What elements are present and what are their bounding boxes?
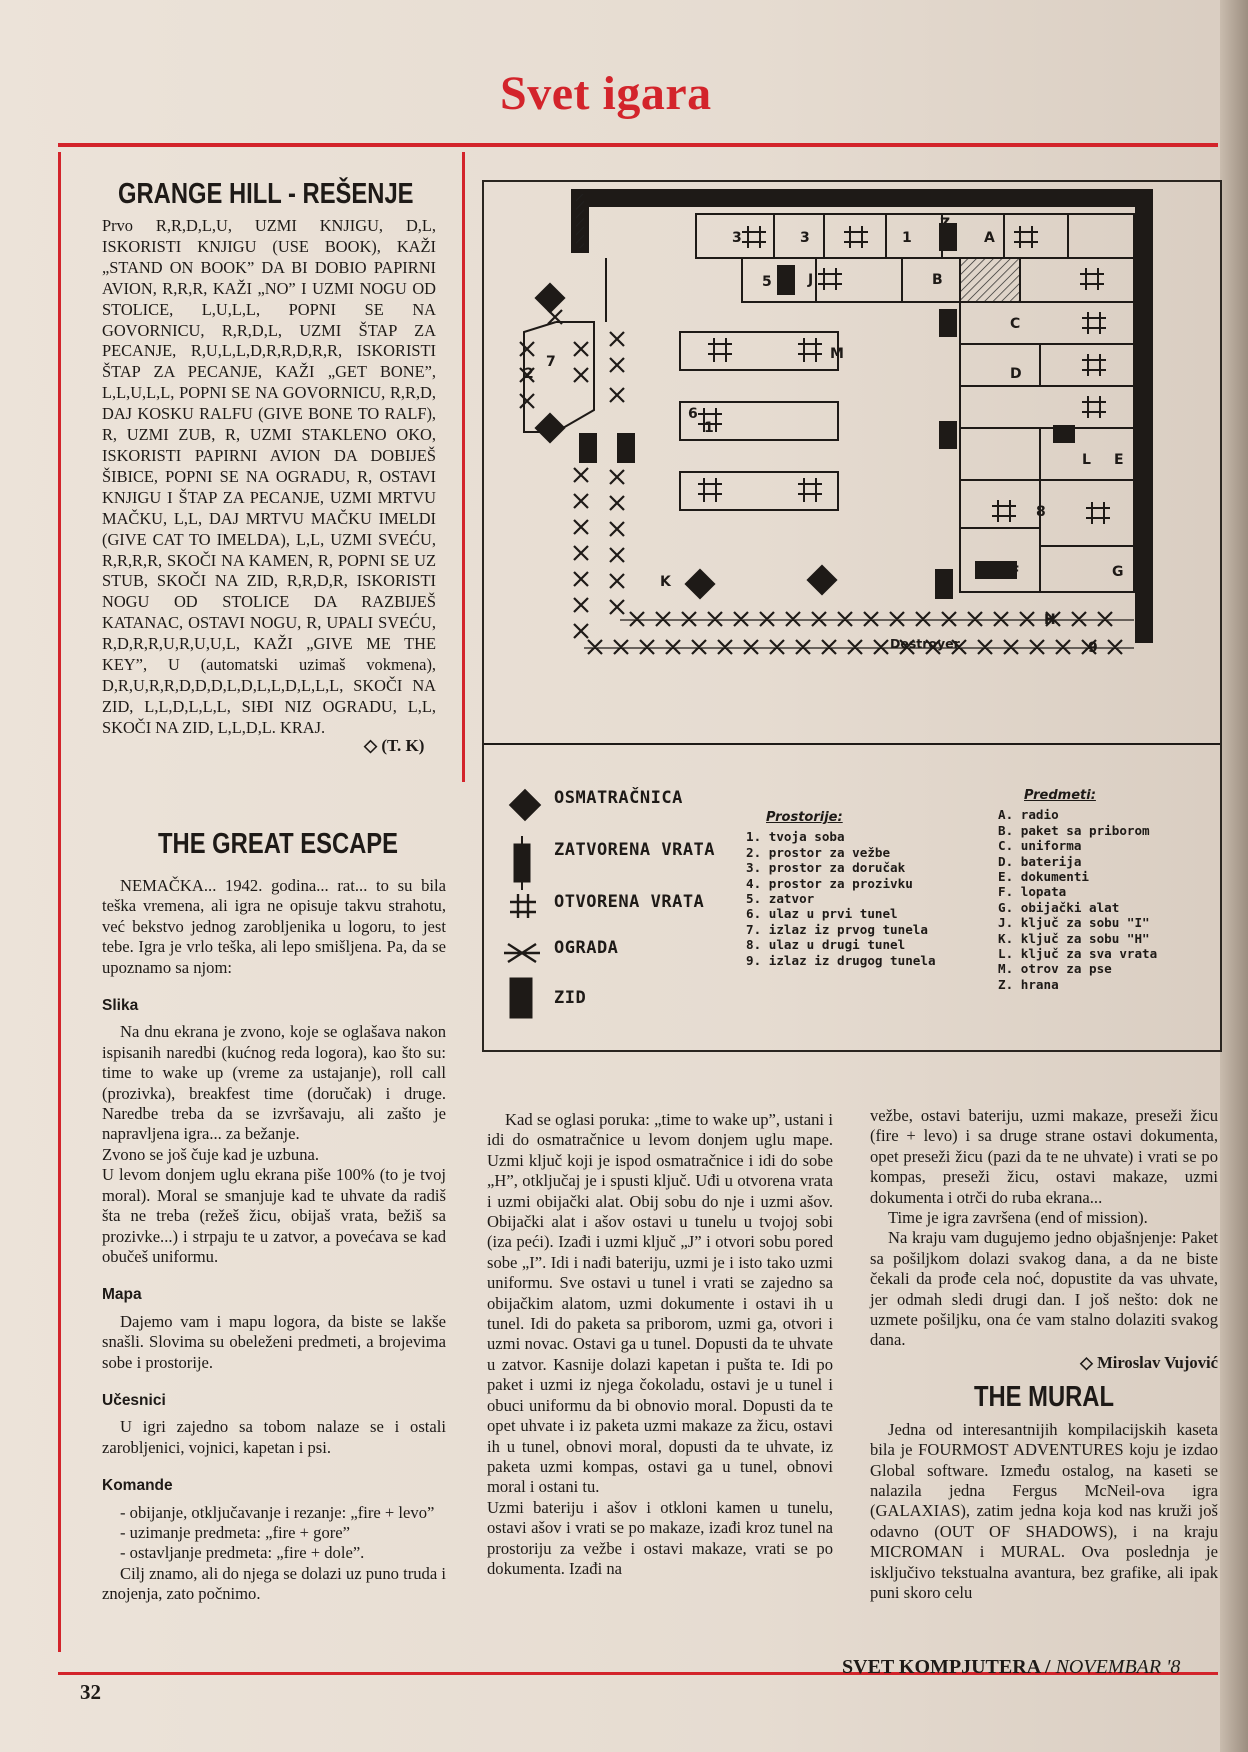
walkthrough-paragraph-3: vežbe, ostavi bateriju, uzmi makaze, preseži žicu (fire + levo) i sa druge strane ostavi dokumenta, opet preseži žicu (pazi da te ne uhvate) i vrati se po kompas, preseži žicu, ostavi makaze, uzmi dokumenta i otrči do ruba ekrana... bbox=[870, 1106, 1218, 1207]
komande-line-3: - ostavljanje predmeta: „fire + dole”. bbox=[120, 1543, 365, 1563]
item-entry: Z. hrana bbox=[998, 976, 1059, 992]
mapa-paragraph: Dajemo vam i mapu logora, da biste se lakše snašli. Slovima su obeleženi predmeti, a brojevima sobe i prostorije. bbox=[102, 1311, 446, 1372]
room-item: 9. izlaz iz drugog tunela bbox=[746, 952, 936, 968]
room-item: 3. prostor za doručak bbox=[746, 860, 906, 876]
closed-door bbox=[936, 570, 952, 598]
grange-hill-title: GRANGE HILL - REŠENJE bbox=[118, 178, 414, 210]
item-entry: K. ključ za sobu "H" bbox=[998, 930, 1150, 946]
room-label: E bbox=[1114, 452, 1124, 468]
room-label: 5 bbox=[762, 274, 772, 290]
rooms-list bbox=[746, 810, 936, 968]
room-label: 3 bbox=[800, 230, 810, 246]
legend-fence: OGRADA bbox=[554, 938, 619, 958]
item-entry: D. baterija bbox=[998, 853, 1082, 869]
room-label: L bbox=[1082, 452, 1091, 468]
legend-closed-door: ZATVORENA VRATA bbox=[554, 840, 716, 860]
destroyer-label: Destroyer bbox=[890, 636, 960, 651]
room-label: 6 bbox=[688, 406, 698, 422]
room-label: M bbox=[830, 346, 844, 362]
slika-paragraph-2: Zvono se još čuje kad je uzbuna. bbox=[102, 1144, 320, 1164]
items-list bbox=[998, 788, 1157, 992]
intro-paragraph: NEMAČKA... 1942. godina... rat... to su bila teška vremena, ali igra ne opisuje takvu strahotu, već bekstvo jednog zarobljenika u logoru, to jest tebe. Igra je vrlo teška, ali lepo smišljena. Pa, da se upoznamo sa njom: bbox=[102, 876, 446, 977]
room-item: 2. prostor za vežbe bbox=[746, 844, 891, 860]
ucesnici-paragraph: U igri zajedno sa tobom nalaze se i ostali zarobljenici, vojnici, kapetan i psi. bbox=[102, 1417, 446, 1457]
item-entry: F. lopata bbox=[998, 884, 1067, 900]
item-entry: C. uniforma bbox=[998, 838, 1082, 854]
watchtower bbox=[808, 566, 836, 594]
mapa-heading: Mapa bbox=[102, 1286, 142, 1304]
room-label: 1 bbox=[902, 230, 912, 246]
room-label: 7 bbox=[546, 354, 556, 370]
watchtower bbox=[686, 570, 714, 598]
room-label: D bbox=[1010, 366, 1022, 382]
slika-heading: Slika bbox=[102, 997, 139, 1015]
komande-heading: Komande bbox=[102, 1477, 173, 1495]
items-title: Predmeti: bbox=[1024, 788, 1096, 803]
room-item: 7. izlaz iz prvog tunela bbox=[746, 921, 928, 937]
room-item: 1. tvoja soba bbox=[746, 829, 845, 845]
magazine-footer bbox=[842, 1656, 1180, 1679]
walkthrough-paragraph-2: Uzmi bateriju i ašov i otkloni kamen u tunelu, ostavi ašov i vrati se po makaze, izađi kroz tunel na prostoriju za vežbe i ostavi makaze, vrati se po dokumenta. Izađi na bbox=[487, 1497, 833, 1578]
wall-icon bbox=[510, 978, 532, 1018]
room-label: 9 bbox=[1088, 640, 1098, 656]
room-item: 5. zatvor bbox=[746, 891, 815, 907]
item-entry: A. radio bbox=[998, 807, 1059, 823]
item-entry: G. obijački alat bbox=[998, 899, 1120, 915]
rooms-title: Prostorije: bbox=[766, 810, 843, 825]
mural-paragraph: Jedna od interesantnijih kompilacijskih kaseta bila je FOURMOST ADVENTURES koju je izdao Global software. Između ostalog, na kaseti se nalazila jedna Fergus McNeil-ova igra (GALAXIAS), zatim jedna koja kod nas kruži još odavno (OUT OF SHADOWS), i na kraju MICROMAN i MURAL. Ova poslednja je isključivo tekstualna avantura, bez grafike, ali ipak puni skoro celu bbox=[870, 1419, 1218, 1602]
room-label: K bbox=[660, 574, 671, 590]
watchtower bbox=[536, 414, 564, 442]
room-item: 4. prostor za prozivku bbox=[746, 875, 913, 891]
watchtower-icon bbox=[509, 789, 540, 820]
room-label: G bbox=[1112, 564, 1124, 580]
komande-line-1: - obijanje, otključavanje i rezanje: „fire + levo” bbox=[120, 1502, 435, 1522]
fence-icon bbox=[504, 944, 540, 962]
room-label: 8 bbox=[1036, 504, 1046, 520]
item-entry: M. otrov za pse bbox=[998, 961, 1112, 977]
ucesnici-heading: Učesnici bbox=[102, 1391, 166, 1409]
legend-wall: ZID bbox=[554, 988, 587, 1008]
closed-door bbox=[778, 266, 794, 294]
page-number: 32 bbox=[80, 1680, 101, 1704]
great-escape-column-3 bbox=[870, 1106, 1218, 1603]
room-label: C bbox=[1010, 316, 1021, 332]
room-item: 8. ulaz u drugi tunel bbox=[746, 937, 906, 953]
closed-door bbox=[940, 310, 956, 336]
great-escape-column-2 bbox=[487, 1110, 833, 1579]
closed-door bbox=[618, 434, 634, 462]
magazine-name: SVET KOMPJUTERA / bbox=[842, 1656, 1056, 1678]
slika-paragraph-3: U levom donjem uglu ekrana piše 100% (to je tvoj moral). Moral se smanjuje kad te uhvate da radiš šta ne treba (režeš žicu, obijaš vrata, bežiš sa prozivke...) i strpaju te u zatvor, a povećava se kad obučeš uniformu. bbox=[102, 1165, 446, 1266]
slika-paragraph-1: Na dnu ekrana je zvono, koje se oglašava nakon ispisanih naredbi (kućnog reda logora), kao što su: time to wake up (vreme za ustajanje), roll call (prozivka), breakfest time (doručak) i druge. Naredbe treba da se izvršavaju, ali zašto je napravljena igra... za bežanje. bbox=[102, 1022, 446, 1144]
walkthrough-paragraph-4: Time je igra završena (end of mission). bbox=[888, 1208, 1148, 1228]
wall-right bbox=[1136, 190, 1152, 642]
section-header: Svet igara bbox=[500, 67, 712, 120]
closed-door bbox=[1054, 426, 1074, 442]
komande-line-2: - uzimanje predmeta: „fire + gore” bbox=[120, 1522, 351, 1542]
closed-door bbox=[940, 422, 956, 448]
great-escape-column-1 bbox=[102, 876, 446, 1605]
open-door-icon bbox=[510, 894, 536, 918]
fences bbox=[520, 310, 624, 638]
komande-line-4: Cilj znamo, ali do njega se dolazi uz puno truda i znojenja, zato počnimo. bbox=[102, 1563, 446, 1604]
room-label: 3 bbox=[732, 230, 742, 246]
room-label: B bbox=[932, 272, 943, 288]
item-entry: B. paket sa priborom bbox=[998, 822, 1150, 838]
great-escape-title: THE GREAT ESCAPE bbox=[158, 828, 399, 860]
great-escape-signature: ◇ Miroslav Vujović bbox=[1080, 1352, 1218, 1372]
room-item: 6. ulaz u prvi tunel bbox=[746, 906, 898, 922]
grange-hill-signature: ◇ (T. K) bbox=[364, 736, 425, 755]
page-edge bbox=[1220, 0, 1248, 1752]
mural-title: THE MURAL bbox=[973, 1381, 1115, 1414]
room-label: J bbox=[808, 272, 814, 288]
watchtower bbox=[536, 284, 564, 312]
walkthrough-paragraph-5: Na kraju vam dugujemo jedno objašnjenje: Paket sa pošiljkom dolazi svakog dana, a da ne biste čekali da prođe cela noć, dopustite da vas uhvate, jer odmah sledi drugi dan. I još nešto: dok ne uzmete pošiljku, ona će vam stalno dolaziti svakog dana. bbox=[870, 1228, 1218, 1350]
walkthrough-paragraph-1: Kad se oglasi poruka: „time to wake up”, ustani i idi do osmatračnice u levom donjem uglu mape. Uzmi ključ koji je ispod osmatračnice i idi do sobe „H”, otključaj je i spusti ključ. Uđi u otvorena vrata i uzmi obijački alat. Obij sobu do nje i uzmi ašov. Obijački alat i ašov ostavi u tunelu u tvojoj sobi (iza peći). Izađi i uzmi ključ „J” i otvori sobu pored sobe „I”. Idi i nađi bateriju, uzmi je i isto tako uzmi uniformu. Sve ostavi u tunel i vrati se zajedno sa obijačkim alatom, uzmi dokumente i ostavi ih u tunel. Idi do paketa sa priborom, uzmi ga, otvori i uzmi novac. Ostavi ga u tunel. Dopusti da te uhvate u zatvor. Kasnije dolazi kapetan i pušta te. Idi po paket i uzmi iz njega čokoladu, ostavi je u tunel i obuci uniformu da bi obnovio moral. Dopusti da te opet uhvate i iz paketa uzmi makaze za žicu, ostavi ih u tunel, obnovi moral, dopusti da te uhvate, iz paketa uzmi kompas, ostavi ga u tunel, obnovi moral i ostani tu. bbox=[487, 1110, 833, 1497]
issue-date: NOVEMBAR '8 bbox=[1055, 1656, 1181, 1678]
room-label: A bbox=[984, 230, 995, 246]
closed-door bbox=[580, 434, 596, 462]
room-label: F bbox=[1010, 564, 1020, 580]
item-entry: L. ključ za sva vrata bbox=[998, 946, 1158, 962]
room-label: 1 bbox=[704, 420, 714, 436]
wall-top bbox=[572, 190, 1144, 206]
header-rule bbox=[58, 143, 1218, 147]
room-label: H bbox=[1044, 612, 1056, 628]
camp-map bbox=[482, 180, 1222, 1052]
item-entry: J. ključ za sobu "I" bbox=[998, 915, 1150, 931]
legend-open-door: OTVORENA VRATA bbox=[554, 892, 705, 912]
legend-watchtower: OSMATRAČNICA bbox=[554, 788, 683, 808]
room-label: Z bbox=[940, 216, 951, 232]
grange-hill-body: Prvo R,R,D,L,U, UZMI KNJIGU, D,L, ISKORISTI KNJIGU (USE BOOK), KAŽI „STAND ON BOOK” DA BI DOBIO PAPIRNI AVION, R,R,R, KAŽI „NO” I UZMI NOGU OD STOLICE, L,U,L,L, POPNI SE NA GOVORNICU, R,R,D,L, UZMI ŠTAP ZA PECANJE, R,U,L,L,D,R,R,D,R,R, ISKORISTI ŠTAP ZA PECANJE, KAŽI „GET BONE”, L,L,U,L,L, POPNI SE NA GOVORNICU, R,R,D, DAJ KOSKU RALFU (GIVE BONE TO RALF), R, UZMI ZUB, R, UZMI STAKLENO OKO, ISKORISTI PAPIRNI AVION DA DOBIJEŠ ŠIBICE, POPNI SE NA OGRADU, R, OSTAVI KNJIGU I ŠTAP ZA PECANJE, UZMI MRTVU MAČKU, L,L, DAJ MRTVU MAČKU IMELDI (GIVE CAT TO IMELDA), L,L, UZMI SVEĆU, R,R,R,R, SKOČI NA KAMEN, R, POPNI SE UZ STUB, SKOČI NA ZID, R,R,D,R, ISKORISTI NOGU OD STOLICE DA RAZBIJEŠ KATANAC, OSTAVI NOGU, R, UPALI SVEĆU, R,D,R,R,U,R,U,U,L, KAŽI „GIVE ME THE KEY”, U (automatski uzimaš vokmena), D,R,U,R,R,D,D,D,L,D,L,L,D,L,L,L, SKOČI NA ZID, L,L,D,L,L,L, SIĐI NIZ OGRADU, L,L, SKOČI NA ZID, L,L,D,L. KRAJ. bbox=[102, 216, 436, 737]
room-label: 2 bbox=[524, 366, 534, 382]
item-entry: E. dokumenti bbox=[998, 869, 1089, 885]
